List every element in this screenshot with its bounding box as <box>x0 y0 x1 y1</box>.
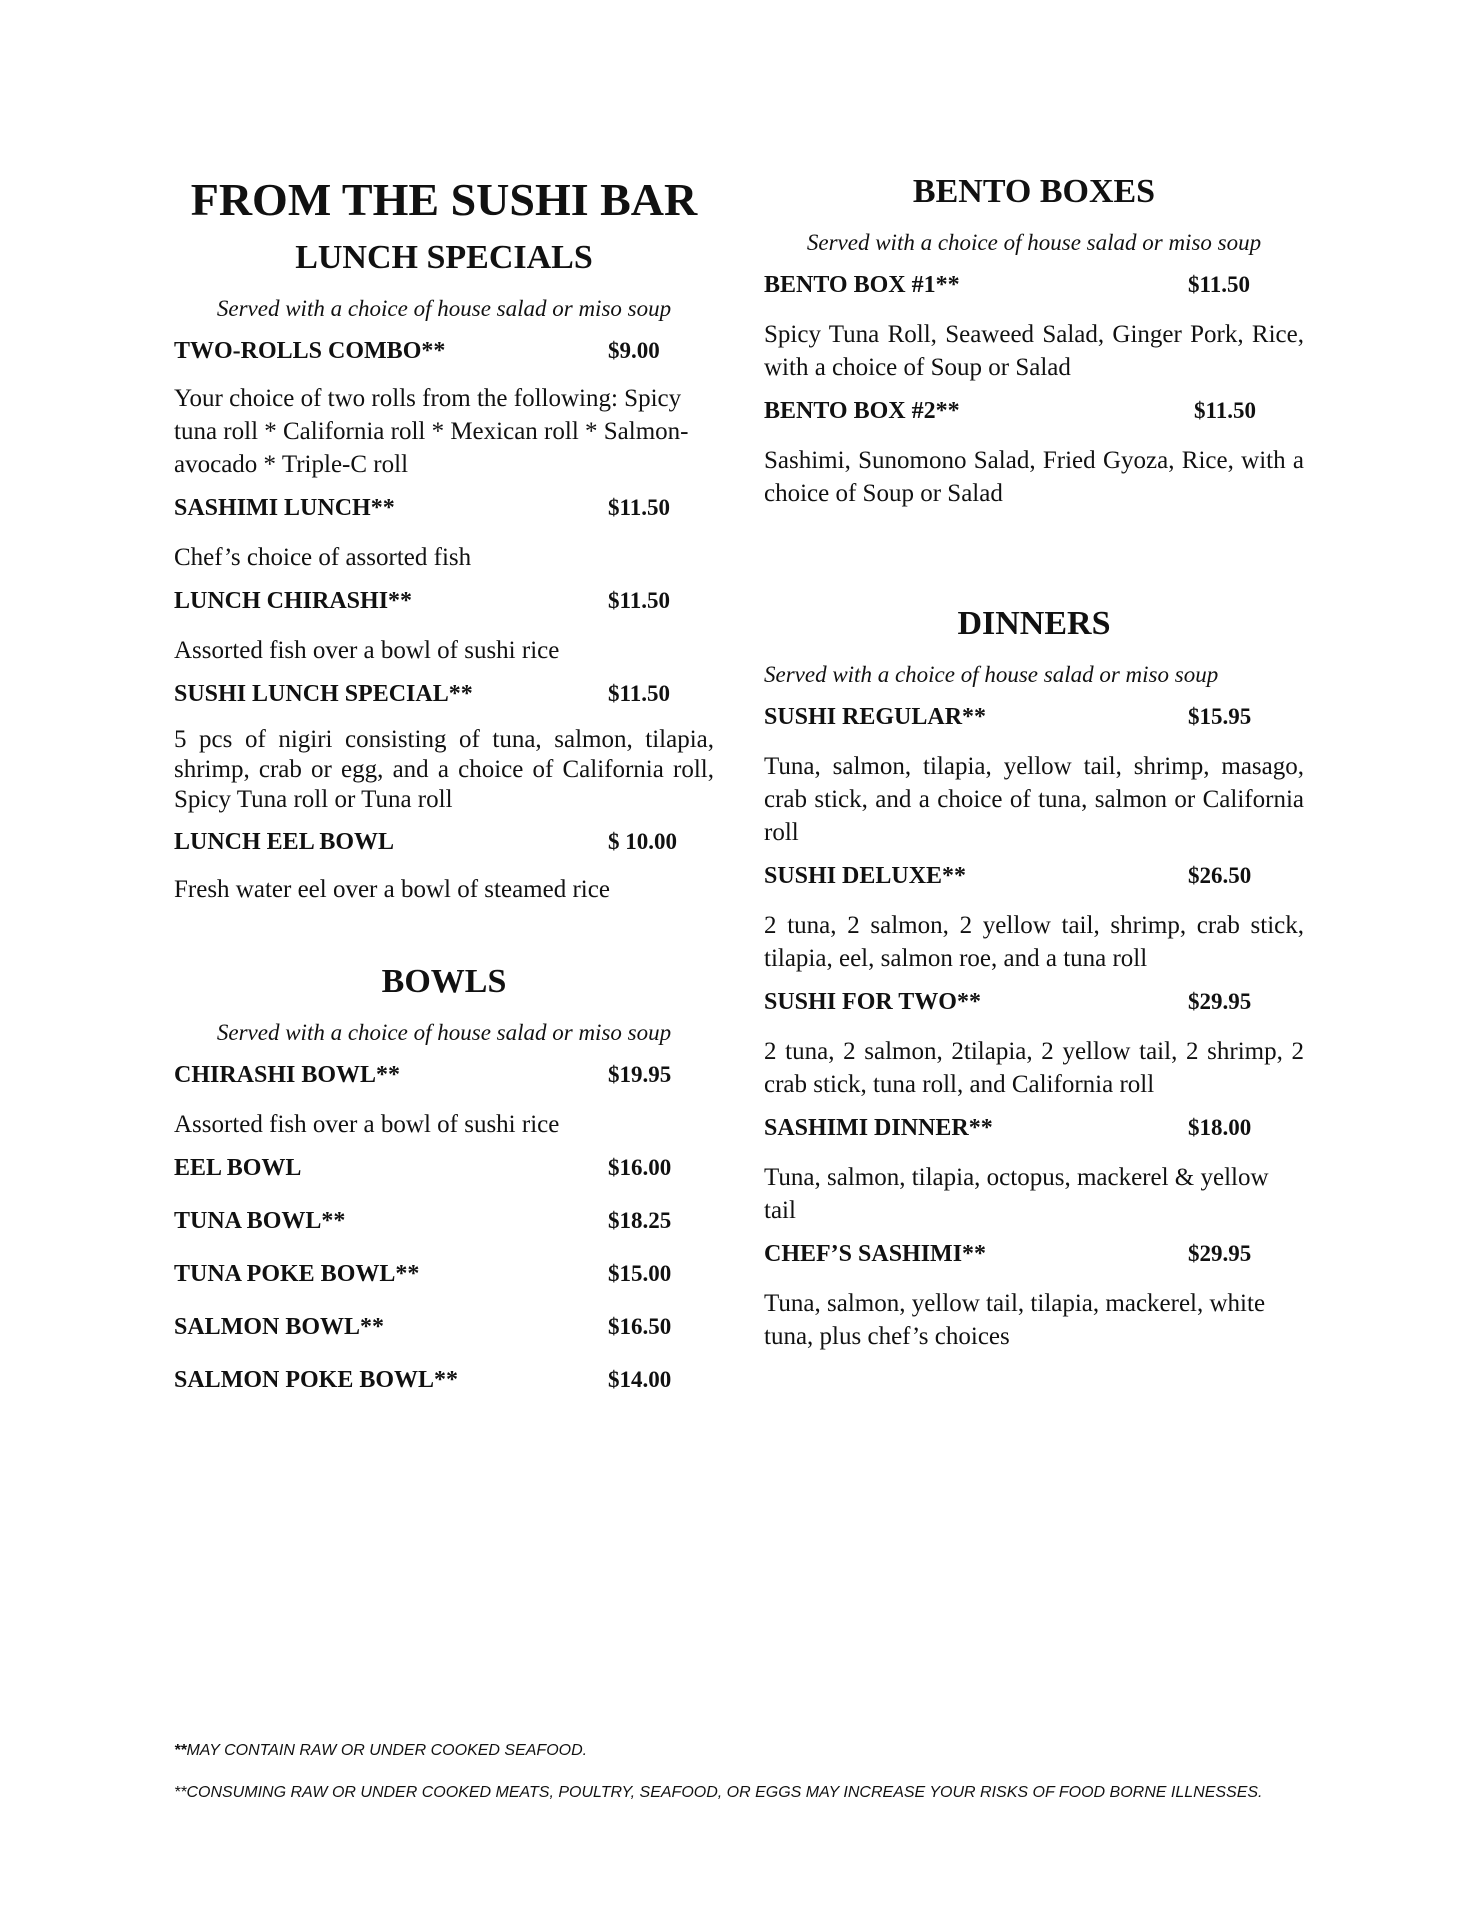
item-description: 5 pcs of nigiri consisting of tuna, salmon, tilapia, shrimp, crab or egg, and a choice of California roll, Spicy Tuna roll or Tuna roll <box>174 726 714 813</box>
menu-item-row <box>174 1058 714 1092</box>
item-price: $9.00 <box>608 338 660 363</box>
item-description: Tuna, salmon, tilapia, octopus, mackerel & yellow tail <box>764 1164 1269 1224</box>
menu-item-row <box>174 677 714 711</box>
item-description: Assorted fish over a bowl of sushi rice <box>174 1111 560 1138</box>
menu-item-row <box>764 700 1304 734</box>
item-price: $26.50 <box>1188 863 1252 888</box>
item-description: Spicy Tuna Roll, Seaweed Salad, Ginger Pork, Rice, with a choice of Soup or Salad <box>764 321 1304 381</box>
item-description: Sashimi, Sunomono Salad, Fried Gyoza, Rice, with a choice of Soup or Salad <box>764 447 1304 507</box>
menu-item-row <box>174 1151 714 1185</box>
item-name: CHEF’S SASHIMI** <box>764 1241 987 1267</box>
menu-item-row <box>764 394 1304 428</box>
dinners-heading: DINNERS <box>957 605 1111 642</box>
menu-item-row <box>764 859 1304 893</box>
bento-note: Served with a choice of house salad or miso soup <box>806 230 1262 255</box>
item-name: TUNA BOWL** <box>174 1208 346 1234</box>
item-name: SASHIMI DINNER** <box>764 1115 993 1141</box>
dinners-note: Served with a choice of house salad or miso soup <box>764 662 1219 687</box>
menu-item-row <box>764 1237 1304 1271</box>
item-name: BENTO BOX #1** <box>764 272 960 298</box>
item-name: SUSHI REGULAR** <box>764 704 987 730</box>
item-name: SUSHI FOR TWO** <box>764 989 981 1015</box>
bento-boxes-heading: BENTO BOXES <box>912 173 1156 210</box>
right-column <box>764 170 1304 1353</box>
item-name: SUSHI DELUXE** <box>764 863 967 889</box>
item-price: $19.95 <box>608 1062 672 1087</box>
item-name: LUNCH CHIRASHI** <box>174 588 413 614</box>
item-price: $11.50 <box>1194 398 1256 423</box>
item-description: 2 tuna, 2 salmon, 2 yellow tail, shrimp, crab stick, tilapia, eel, salmon roe, and a tuna roll <box>764 912 1304 972</box>
item-name: BENTO BOX #2** <box>764 398 960 424</box>
left-column <box>174 170 714 1397</box>
item-price: $15.95 <box>1188 704 1252 729</box>
bowls-note: Served with a choice of house salad or miso soup <box>216 1020 672 1045</box>
footer-disclaimer <box>174 1740 1324 1804</box>
item-name: SALMON BOWL** <box>174 1314 385 1340</box>
item-price: $18.00 <box>1188 1115 1252 1140</box>
item-price: $14.00 <box>608 1367 672 1392</box>
item-name: TUNA POKE BOWL** <box>174 1261 420 1287</box>
item-price: $18.25 <box>608 1208 672 1233</box>
item-name: SASHIMI LUNCH** <box>174 495 395 521</box>
item-name: LUNCH EEL BOWL <box>174 829 395 855</box>
menu-item-row <box>174 584 714 618</box>
lunch-specials-heading: LUNCH SPECIALS <box>295 239 593 276</box>
main-title: FROM THE SUSHI BAR <box>190 174 698 225</box>
item-description: Tuna, salmon, tilapia, yellow tail, shrimp, masago, crab stick, and a choice of tuna, salmon or California roll <box>764 753 1304 846</box>
item-price: $16.00 <box>608 1155 672 1180</box>
consumption-advisory: **CONSUMING RAW OR UNDER COOKED MEATS, POULTRY, SEAFOOD, OR EGGS MAY INCREASE YOUR RISKS OF FOOD BORNE ILLNESSES. <box>174 1784 1263 1801</box>
menu-item-row <box>764 985 1304 1019</box>
item-price: $15.00 <box>608 1261 672 1286</box>
item-price: $29.95 <box>1188 1241 1252 1266</box>
item-description: Fresh water eel over a bowl of steamed rice <box>174 876 610 903</box>
menu-item-row <box>174 1310 714 1344</box>
menu-item-row <box>764 1111 1304 1145</box>
item-description: Chef’s choice of assorted fish <box>174 544 472 571</box>
raw-seafood-warning <box>174 1740 1324 1762</box>
item-name: SUSHI LUNCH SPECIAL** <box>174 681 473 707</box>
bowls-heading: BOWLS <box>381 963 507 1000</box>
item-price: $ 10.00 <box>608 829 677 854</box>
menu-item-row <box>174 1257 714 1291</box>
menu-item-row <box>174 1363 714 1397</box>
item-price: $11.50 <box>608 588 670 613</box>
item-description: Assorted fish over a bowl of sushi rice <box>174 637 560 664</box>
item-description: 2 tuna, 2 salmon, 2tilapia, 2 yellow tail, 2 shrimp, 2 crab stick, tuna roll, and California roll <box>764 1038 1304 1098</box>
item-name: TWO-ROLLS COMBO** <box>174 338 446 364</box>
item-price: $11.50 <box>608 495 670 520</box>
menu-item-row <box>174 825 714 859</box>
menu-item-row <box>174 334 714 368</box>
menu-item-row <box>174 491 714 525</box>
item-price: $11.50 <box>608 681 670 706</box>
item-name: CHIRASHI BOWL** <box>174 1062 401 1088</box>
raw-seafood-warning-text: MAY CONTAIN RAW OR UNDER COOKED SEAFOOD. <box>186 1742 588 1759</box>
item-price: $29.95 <box>1188 989 1252 1014</box>
item-name: EEL BOWL <box>174 1155 302 1181</box>
lunch-note: Served with a choice of house salad or miso soup <box>216 296 672 321</box>
item-description: Tuna, salmon, yellow tail, tilapia, mackerel, white tuna, plus chef’s choices <box>764 1290 1266 1350</box>
menu-item-row <box>764 268 1304 302</box>
item-name: SALMON POKE BOWL** <box>174 1367 459 1393</box>
asterisks: ** <box>174 1742 187 1759</box>
item-description: Your choice of two rolls from the following: Spicy tuna roll * California roll * Mexican roll * Salmon-avocado * Triple-C roll <box>174 385 689 478</box>
menu-item-row <box>174 1204 714 1238</box>
item-price: $11.50 <box>1188 272 1250 297</box>
item-price: $16.50 <box>608 1314 672 1339</box>
